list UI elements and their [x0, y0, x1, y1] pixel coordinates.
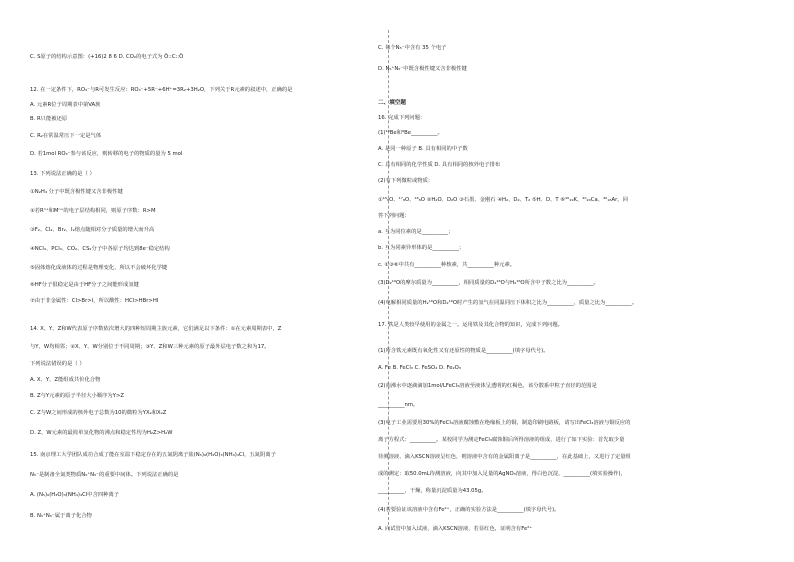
q16-part1: (1)¹⁰Be和⁹Be__________。: [378, 130, 443, 136]
q15-stem-line1: 15. 南京理工大学团队成功合成了能在室温下稳定存在的五氮阴离子盐(N₅)₆(H₃O)₃(NH₄)₄Cl，五氮阴离子: [30, 452, 276, 458]
q16-part2-a: a. 互为同位素的是__________；: [378, 229, 454, 235]
q12-option-a: A. 元素R位于周期表中第VA族: [30, 102, 101, 108]
q13-item-4: ④NCl₃、PCl₃、CO₂、CS₂分子中各原子均达到8e⁻稳定结构: [30, 246, 170, 252]
q14-option-d: D. Z、W元素的最简单氢化物的沸点和稳定性均为H₂Z>H₂W: [30, 430, 173, 436]
q16-part2-c: c. ①③⑥中共有__________种核素，共__________种元素。: [378, 262, 516, 268]
q13-item-5: ⑤固体熔化成液体的过程是物理变化，所以不会破坏化学键: [30, 265, 168, 271]
q17-part1: (1)所含铁元素既有氧化性又有还原性的物质是__________(填字母代号)。: [378, 348, 549, 354]
q16-stem: 16. 完成下列问题：: [378, 115, 426, 121]
q12-option-d: D. 若1mol RO₃⁻参与该反应，则转移的电子的物质的量为 5 mol: [30, 151, 183, 157]
q17-part3-line3: 待测溶液，滴入KSCN溶液呈红色，则溶液中含有的金属阳离子是__________，在此基础上，又进行了定量组: [378, 454, 631, 460]
q16-part1-options-ab: A. 是同一种原子 B. 具有相同的中子数: [378, 146, 468, 152]
q15-option-a: A. (N₅)₆(H₃O)₃(NH₄)₄Cl中含四种离子: [30, 492, 120, 498]
q17-part2-line1: (2)向沸水中逐滴滴加1mol/LFeCl₃溶液至液体呈透明的红褐色，该分散系中粒子直径的范围是: [378, 383, 597, 389]
q13-item-6: ⑥HF分子很稳定是由于HF分子之间能形成氢键: [30, 282, 139, 288]
q16-part1-options-cd: C. 具有相同的化学性质 D. 具有相同的核外电子排布: [378, 162, 501, 168]
q17-part3-line2: 离子方程式：__________。某校同学为测定FeCl₃腐蚀铜后所得溶液的组成，进行了如下实验：首先取少量: [378, 437, 625, 443]
q17-part4: (4)若要验证该溶液中含有Fe²⁺，正确的实验方法是__________(填字母代号)。: [378, 507, 560, 513]
q12-stem: 12. 在一定条件下，RO₃⁻与R可发生反应：RO₃⁻+5R⁻+6H⁺=3R₂+3H₂O，下列关于R元素的叙述中，正确的是: [30, 87, 293, 93]
q15-stem-line2: N₅⁻是制备全氮类物质N₅⁺N₅⁻的重要中间体。下列说法正确的是: [30, 472, 179, 478]
q13-item-1: ①N₂H₄ 分子中既含极性键又含非极性键: [30, 189, 123, 195]
q17-stem: 17. 铁是人类较早使用的金属之一。运用铁及其化合物的知识，完成下列问题。: [378, 322, 563, 328]
q14-option-c: C. Z与W之间形成的核外电子总数为10的微粒为YX₂和X₂Z: [30, 410, 167, 416]
q14-stem-line1: 14. X、Y、Z和W代表原子序数依次增大的四种短周期主族元素，它们满足以下条件：①在元素周期表中，Z: [30, 326, 282, 332]
q15-option-d: D. N₅⁺N₅⁻中既含极性键又含非极性键: [378, 66, 467, 72]
q17-part2-line2: __________nm。: [378, 402, 419, 408]
q16-part2-items: ①¹⁶₈O、¹⁷₈O、¹⁸₈O ②H₂O、D₂O ③石墨、金刚石 ④H₂、D₂、T₂ ⑤H、D、T ⑥⁴⁰₁₉K、⁴⁰₂₀Ca、⁴⁰₁₈Ar，回: [378, 197, 628, 203]
q15-option-b: B. N₅⁺N₅⁻属于离子化合物: [30, 513, 92, 519]
q16-part2-answer-prompt: 答下列问题：: [378, 213, 410, 219]
q13-item-7: ⑦由于非金属性：Cl>Br>I，所以酸性：HCl>HBr>HI: [30, 298, 159, 304]
q17-part4-option-a: A. 向试管中加入试液，滴入KSCN溶液，若显红色，证明含有Fe²⁺: [378, 526, 533, 532]
q13-stem: 13. 下列说法正确的是（ ）: [30, 171, 95, 177]
q16-part3: (3)D₂¹⁶O的摩尔质量为__________，相同质量的D₂¹⁶O与H₂¹⁶O所含中子数之比为__________。: [378, 280, 599, 286]
q16-part2-stem: (2)有下列微粒或物质：: [378, 178, 434, 184]
q16-part4: (4)电解相同质量的H₂¹⁶O和D₂¹⁶O时产生的氢气在同温同压下体积之比为__________，质量之比为__________。: [378, 300, 638, 306]
q11-options-cd: C. S原子的结构示意图：(+16)2 8 6 D. CO₂的电子式为 Ö::C::Ö: [30, 54, 184, 60]
q13-item-2: ②若Rⁿ⁺和Mⁿ⁺的电子层结构相同，则原子序数：R>M: [30, 208, 156, 214]
q14-stem-line3: 下列说法错误的是（ ）: [30, 361, 85, 367]
q17-part1-options: A. Fe B. FeCl₃ C. FeSO₄ D. Fe₂O₃: [378, 365, 461, 371]
q17-part3-line4: 成的测定：取50.0mL待测溶液，向其中加入足量的AgNO₃溶液，得白色沉淀，__________(填实验操作)，: [378, 471, 626, 477]
q16-part2-b: b. 互为同素异形体的是__________；: [378, 245, 465, 251]
q14-stem-line2: 与Y、W均相邻；②X、Y、W分别位于不同周期；③Y、Z和W三种元素的原子最外层电子数之和为17。: [30, 344, 270, 350]
q14-option-a: A. X、Y、Z能组成共价化合物: [30, 377, 101, 383]
q17-part3-line1: (3)电子工业需要用30%的FeCl₃溶液腐蚀敷在绝缘板上的铜，制造印刷电路板，请写出FeCl₃溶液与铜反应的: [378, 420, 631, 426]
section-title-fill-in: 二、填空题: [378, 100, 406, 106]
q17-part3-line5: __________，干燥，称量沉淀质量为43.05g。: [378, 488, 487, 494]
q14-option-b: B. Z与Y元素的原子半径大小顺序为Y>Z: [30, 393, 125, 399]
q12-option-b: B. R只能被还原: [30, 116, 68, 122]
q15-option-c: C. 每个N₅⁻中含有 35 个电子: [378, 45, 447, 51]
q13-item-3: ③F₂、Cl₂、Br₂、I₂熔点随相对分子质量的增大而升高: [30, 227, 155, 233]
q12-option-c: C. R₂在常温常压下一定是气体: [30, 133, 102, 139]
